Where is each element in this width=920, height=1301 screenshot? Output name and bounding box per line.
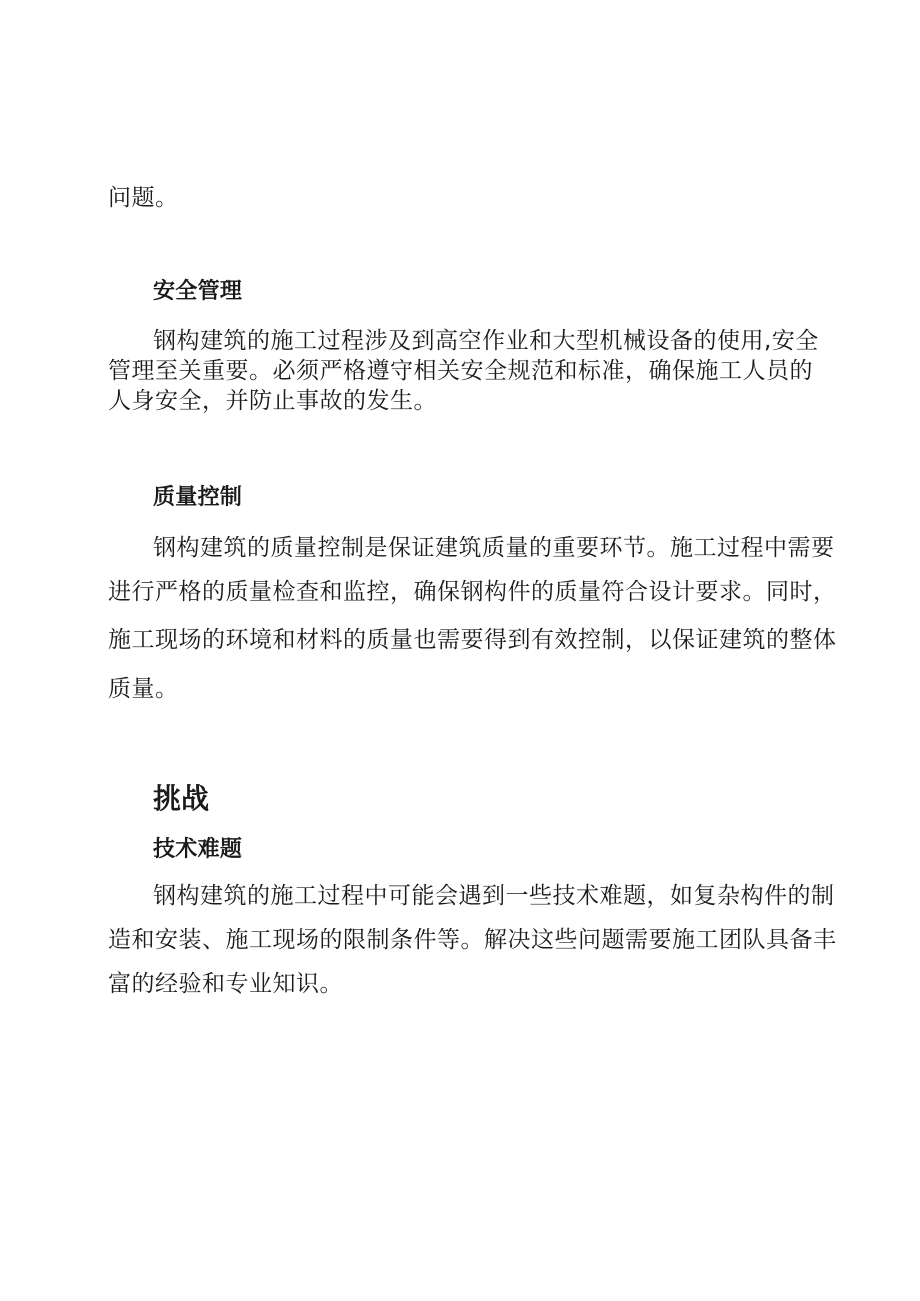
paragraph-line: 富的经验和专业知识。 <box>108 971 343 997</box>
paragraph-line: 钢构建筑的施工过程涉及到高空作业和大型机械设备的使用,安全 <box>153 328 819 354</box>
paragraph-line: 进行严格的质量检查和监控，确保钢构件的质量符合设计要求。同时， <box>108 579 837 605</box>
paragraph-line: 施工现场的环境和材料的质量也需要得到有效控制，以保证建筑的整体 <box>108 627 837 653</box>
paragraph-line: 人身安全，并防止事故的发生。 <box>108 388 437 414</box>
section-heading-technical-difficulties: 技术难题 <box>153 837 243 862</box>
section-heading-quality-control: 质量控制 <box>153 485 243 510</box>
continuation-text: 问题。 <box>108 185 179 211</box>
section-heading-safety-management: 安全管理 <box>153 279 243 304</box>
paragraph-line: 钢构建筑的质量控制是保证建筑质量的重要环节。施工过程中需要 <box>153 535 835 561</box>
paragraph-line: 造和安装、施工现场的限制条件等。解决这些问题需要施工团队具备丰 <box>108 927 837 953</box>
paragraph-line: 钢构建筑的施工过程中可能会遇到一些技术难题，如复杂构件的制 <box>153 883 835 909</box>
paragraph-line: 管理至关重要。必须严格遵守相关安全规范和标准，确保施工人员的 <box>108 358 813 384</box>
chapter-title: 挑战 <box>153 782 210 815</box>
paragraph-line: 质量。 <box>108 676 179 702</box>
